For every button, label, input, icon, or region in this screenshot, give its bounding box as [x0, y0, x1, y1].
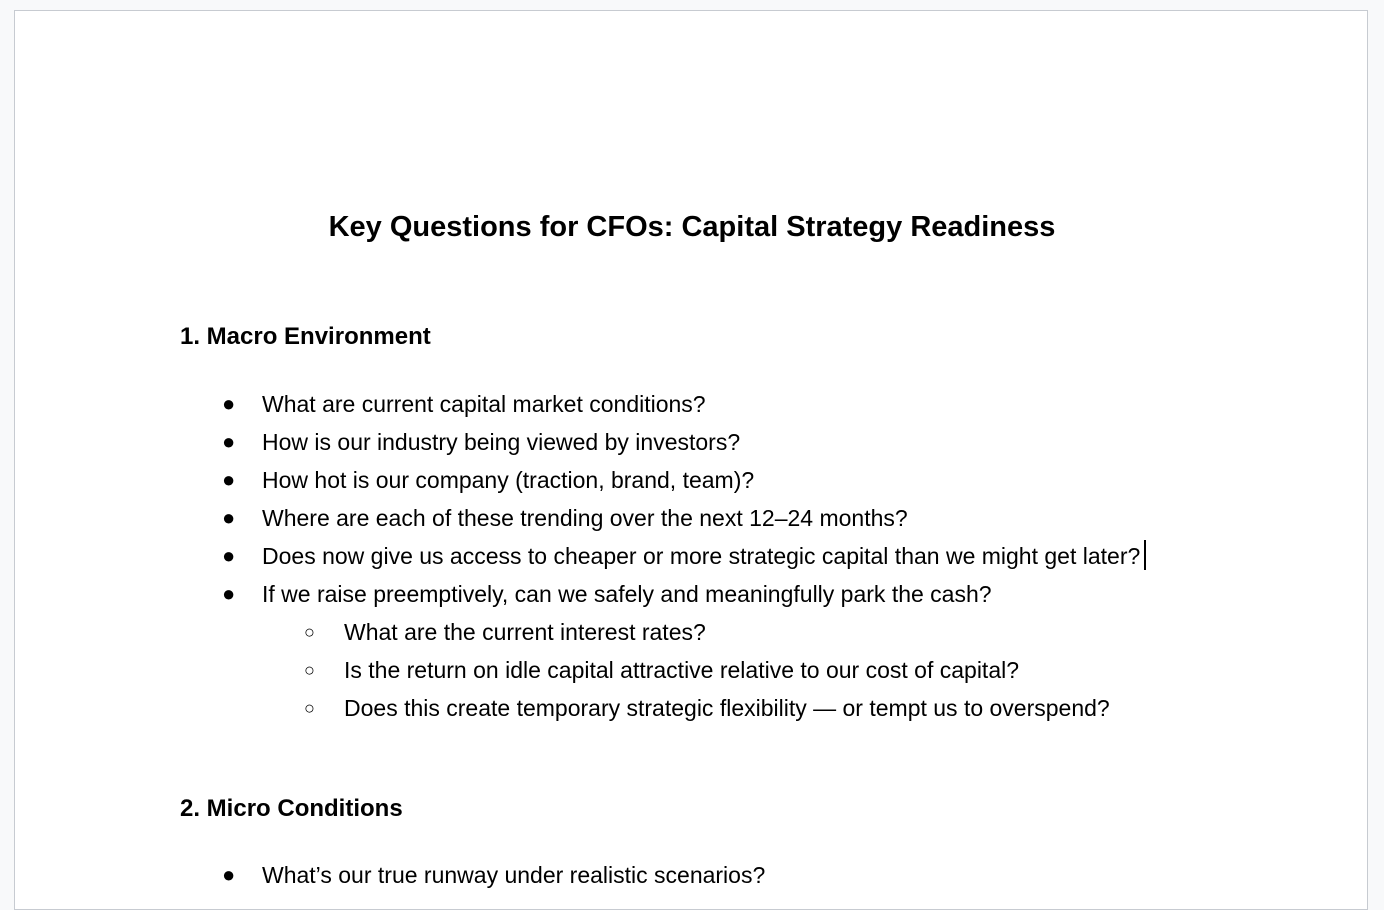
- macro-bullet-list: [15, 385, 1369, 727]
- bullet-icon: ●: [222, 391, 236, 416]
- bullet-icon: ●: [222, 862, 236, 887]
- sub-list-item-text: What are the current interest rates?: [344, 619, 706, 645]
- list-item: [15, 423, 1182, 461]
- micro-bullet-list: [15, 856, 1369, 894]
- list-item-text: What’s our true runway under realistic scenarios?: [262, 862, 766, 888]
- list-item-text: How hot is our company (traction, brand, team)?: [262, 467, 755, 493]
- sub-list-item: [15, 651, 1244, 689]
- bullet-icon: ●: [222, 581, 236, 606]
- bullet-icon: ●: [222, 505, 236, 530]
- sub-list-item-text: Does this create temporary strategic flexibility — or tempt us to overspend?: [344, 695, 1110, 721]
- list-item: [15, 461, 1182, 499]
- hollow-bullet-icon: ○: [304, 622, 315, 642]
- list-item: [15, 575, 1182, 613]
- section-heading-macro: 1. Macro Environment: [180, 323, 431, 350]
- sub-list-item: [15, 613, 1244, 651]
- list-item: [15, 385, 1182, 423]
- list-item: [15, 499, 1182, 537]
- bullet-icon: ●: [222, 467, 236, 492]
- text-cursor: [1144, 540, 1146, 570]
- list-item: [15, 856, 1182, 894]
- hollow-bullet-icon: ○: [304, 660, 315, 680]
- document-page[interactable]: [14, 10, 1368, 910]
- bullet-icon: ●: [222, 543, 236, 568]
- sub-list-item-text: Is the return on idle capital attractive relative to our cost of capital?: [344, 657, 1020, 683]
- sub-list-item: [15, 689, 1244, 727]
- document-title: Key Questions for CFOs: Capital Strategy Readiness: [328, 211, 1056, 243]
- list-item-text: If we raise preemptively, can we safely and meaningfully park the cash?: [262, 581, 992, 607]
- bullet-icon: ●: [222, 429, 236, 454]
- list-item-text: How is our industry being viewed by investors?: [262, 429, 741, 455]
- list-item-text: What are current capital market conditions?: [262, 391, 706, 417]
- hollow-bullet-icon: ○: [304, 698, 315, 718]
- section-heading-micro: 2. Micro Conditions: [180, 795, 403, 822]
- list-item-text: Does now give us access to cheaper or more strategic capital than we might get later?: [262, 543, 1141, 569]
- list-item: [15, 537, 1182, 575]
- list-item-text: Where are each of these trending over the next 12–24 months?: [262, 505, 908, 531]
